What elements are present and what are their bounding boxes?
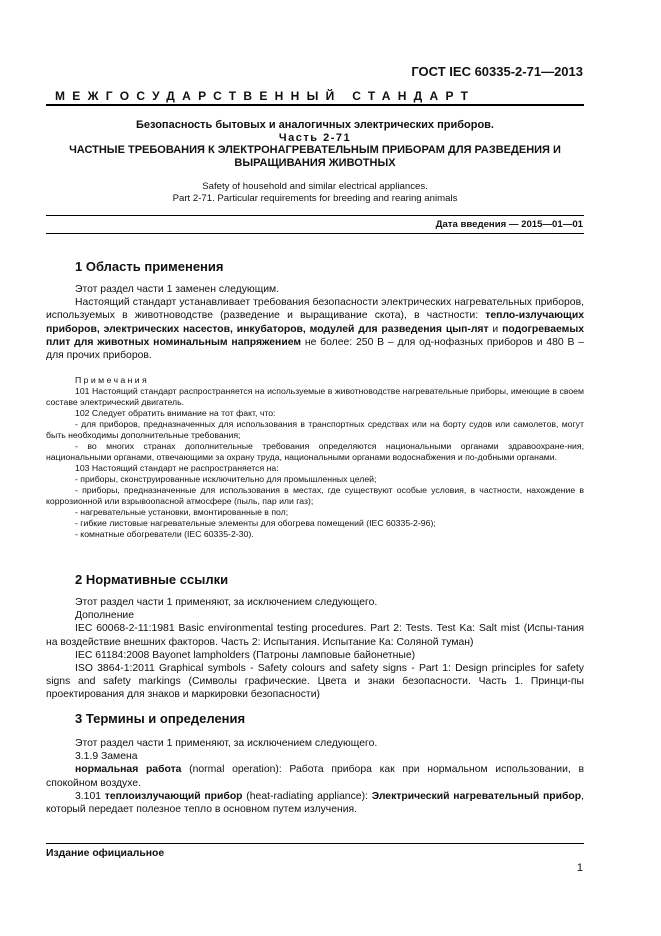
edition-label: Издание официальное [46,848,165,859]
text: Настоящий стандарт устанавливает требования безопасности электрических нагревательных приборов, используемых в животноводстве (разведение и выращивание скота), в частности: [46,297,584,322]
introduction-date: Дата введения — 2015—01—01 [435,219,583,230]
date-rule-bottom [46,233,584,234]
note-item: - комнатные обогреватели (IEC 60335-2-30). [75,529,254,539]
title-en-line: Part 2-71. Particular requirements for breeding and rearing animals [172,193,458,204]
section-heading-scope: 1 Область применения [75,259,224,274]
note-item: 103 Настоящий стандарт не распространяется на: [75,463,279,473]
paragraph: Дополнение [75,610,135,622]
section-heading-terms: 3 Термины и определения [75,711,246,726]
standard-banner: МЕЖГОСУДАРСТВЕННЫЙ СТАНДАРТ [55,89,476,103]
title-line: ЧАСТНЫЕ ТРЕБОВАНИЯ К ЭЛЕКТРОНАГРЕВАТЕЛЬНЫМ ПРИБОРАМ ДЛЯ РАЗВЕДЕНИЯ И [69,144,561,156]
note-item: - гибкие листовые нагревательные элементы для обогрева помещений (IEC 60335-2-96); [75,518,436,528]
notes-block [46,375,584,540]
title-line: Безопасность бытовых и аналогичных электрических приборов. [136,119,494,131]
note-item: - во многих странах дополнительные требования определяются национальными органами здравоохране-ния, национальными органами, отвечающими за охрану труда, национальными органами водоснабжения и по-добными органами. [46,441,584,462]
term: Электрический нагревательный прибор [371,790,582,802]
bold-term: подогреваемых плит для животных номинальным напряжением [46,323,585,348]
note-item: - для приборов, предназначенных для использования в транспортных средствах или на борту судов или самолетов, могут быть необходимы дополнительные требования; [46,419,584,440]
text: (normal operation): Работа прибора как при нормальном использовании, в спокойном воздухе. [46,764,585,789]
definition [46,790,584,816]
reference-item: IEC 60068-2-11:1981 Basic environmental testing procedures. Part 2: Tests. Test Ka: Salt mist (Испы-тания на воздействие внешних факторов. Часть 2: Испытания. Испытание Ка: Соляной туман) [46,623,584,648]
title-line: ВЫРАЩИВАНИЯ ЖИВОТНЫХ [234,156,396,169]
page-number: 1 [576,862,583,874]
paragraph [46,296,584,362]
text: , который передает полезное тепло в основном путем излучения. [46,790,585,816]
paragraph: 3.1.9 Замена [75,751,138,763]
note-item: - нагревательные установки, вмонтированные в пол; [75,507,289,517]
paragraph: Этот раздел части 1 применяют, за исключением следующего. [75,738,378,749]
title-english [46,181,584,205]
note-item: 102 Следует обратить внимание на тот факт, что: [75,408,276,418]
section-scope-body [46,283,584,362]
text: не более: 250 В – для од-нофазных приборов и 480 В – для прочих приборов. [46,336,584,362]
reference-item: IEC 61184:2008 Bayonet lampholders (Патроны ламповые байонетные) [75,649,416,661]
title-part: Часть 2-71 [278,131,352,144]
text: и [488,323,503,335]
text: (heat-radiating appliance): [242,790,372,802]
title-russian [46,119,584,169]
paragraph: Этот раздел части 1 применяют, за исключением следующего. [75,597,378,608]
term-number: 3.101 [75,790,105,802]
term: теплоизлучающий прибор [104,790,243,802]
term: нормальная работа [75,764,182,776]
reference-item: ISO 3864-1:2011 Graphical symbols - Safety colours and safety signs - Part 1: Design principles for safety signs and safety markings (Символы графические. Цвета и знаки безопасности. Часть 1. Принци-пы проектирования для знаков и маркировки безопасности) [46,663,584,701]
bold-term: тепло-излучающих приборов, электрических насестов, инкубаторов, модулей для разведения цып-лят [46,310,584,335]
header-rule [46,104,584,106]
definition [46,763,584,789]
document-id: ГОСТ IEC 60335-2-71—2013 [411,64,583,79]
notes-header: Примечания [75,375,150,385]
title-en-line: Safety of household and similar electrical appliances. [202,181,428,192]
section-heading-references: 2 Нормативные ссылки [75,572,229,587]
footer-rule [46,843,584,844]
note-item: - приборы, сконструированные исключительно для промышленных целей; [75,474,377,484]
date-rule-top [46,215,584,216]
note-item: 101 Настоящий стандарт распространяется на используемые в животноводстве нагревательные приборы, имеющие в своем составе электрический двигатель. [46,386,584,407]
section-terms-body [46,737,584,816]
paragraph: Этот раздел части 1 заменен следующим. [75,284,280,295]
note-item: - приборы, предназначенные для использования в местах, где существуют особые условия, в частности, нахождение в коррозионной или взрывоопасной атмосфере (пыль, пар или газ); [46,485,584,506]
section-references-body [46,596,584,702]
